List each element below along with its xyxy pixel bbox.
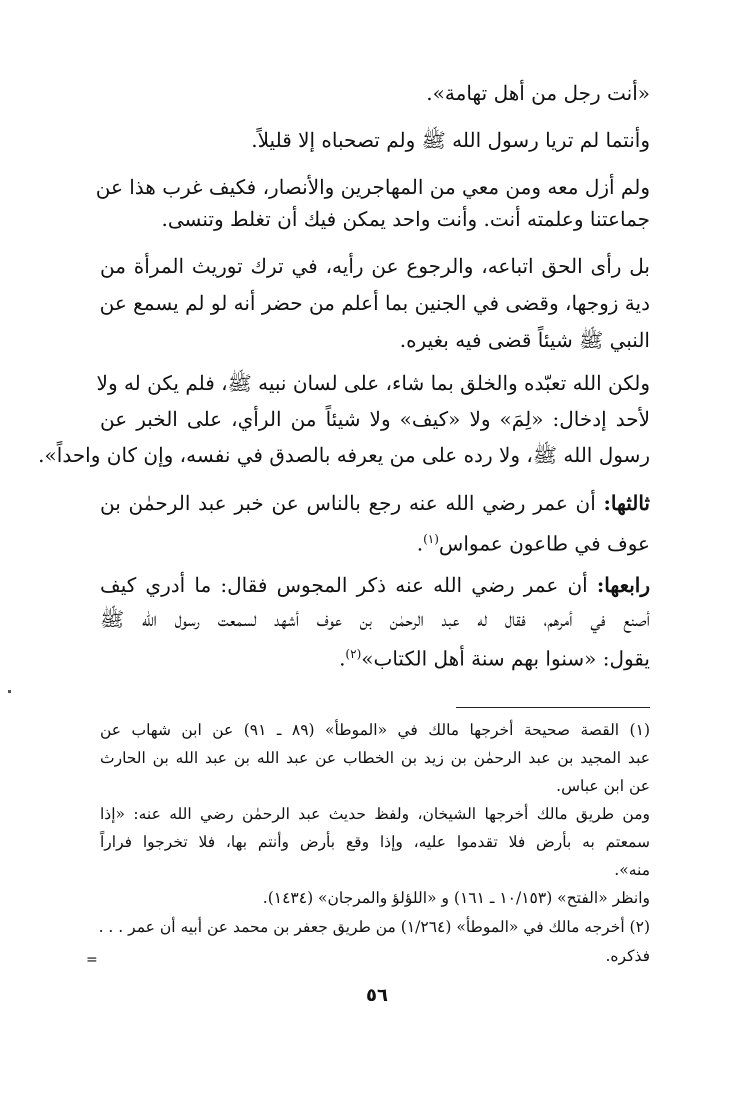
body-text: أن عمر رضي الله عنه ذكر المجوس فقال: ما أدري كيف — [100, 573, 588, 597]
body-line: لأحد إدخال: «لِمَ» ولا «كيف» ولا شيئاً من الرأي، على الخبر عن — [100, 407, 650, 431]
margin-mark — [8, 690, 11, 693]
section-label: رابعها: — [596, 573, 650, 597]
body-line: «أنت رجل من أهل تهامة». — [426, 81, 650, 105]
body-text: . — [339, 646, 346, 671]
footnote-line: منه». — [614, 861, 650, 879]
section-label: ثالثها: — [603, 491, 650, 515]
body-line: جماعتنا وعلمته أنت. وأنت واحد يمكن فيك أن تغلط وتنسى. — [161, 207, 650, 231]
footnote-line: وانظر «الفتح» (١٠/١٥٣ ـ ١٦١) و «اللؤلؤ والمرجان» (١٤٣٤). — [262, 889, 650, 907]
body-line: بل رأى الحق اتباعه، والرجوع عن رأيه، في ترك توريث المرأة من — [100, 254, 650, 278]
body-line: أصنع في أمرهم، فقال له عبد الرحمٰن بن عوف أشهد لسمعت رسول الله ﷺ — [100, 607, 650, 631]
footnote-line: عبد المجيد بن عبد الرحمٰن بن زيد بن الخطاب عن عبد الله بن عبد الله بن الحارث — [100, 749, 650, 767]
continuation-mark: = — [86, 952, 98, 968]
body-line: ولكن الله تعبّده والخلق بما شاء، على لسان نبيه ﷺ، فلم يكن له ولا — [96, 371, 650, 395]
footnote-line: فذكره. — [605, 947, 650, 965]
body-text: عوف في طاعون عمواس — [438, 531, 650, 556]
footnote-line: سمعتم به بأرض فلا تقدموا عليه، وإذا وقع بأرض وأنتم بها، فلا تخرجوا فراراً — [100, 833, 650, 851]
body-line: النبي ﷺ شيئاً قضى فيه بغيره. — [399, 328, 650, 352]
body-line: دية زوجها، وقضى في الجنين بما أعلم من حضر أنه لو لم يسمع عن — [99, 291, 650, 315]
footnote-line: (١) القصة صحيحة أخرجها مالك في «الموطأ» (٨٩ ـ ٩١) عن ابن شهاب عن — [100, 721, 650, 739]
body-line — [100, 488, 650, 518]
body-line: وأنتما لم تريا رسول الله ﷺ ولم تصحباه إلا قليلاً. — [251, 128, 650, 152]
body-line — [100, 570, 650, 600]
page-number: ٥٦ — [366, 985, 388, 1006]
footnote-line: (٢) أخرجه مالك في «الموطأ» (١/٢٦٤) من طريق جعفر بن محمد عن أبيه أن عمر . . . — [98, 918, 650, 936]
body-text: . — [416, 531, 424, 556]
footnote-line: ومن طريق مالك أخرجها الشيخان، ولفظ حديث عبد الرحمٰن رضي الله عنه: «إذا — [100, 805, 650, 823]
footnote-ref: (٢) — [345, 647, 362, 661]
body-text: يقول: «سنوا بهم سنة أهل الكتاب» — [361, 646, 650, 671]
body-text: أن عمر رضي الله عنه رجع بالناس عن خبر عبد الرحمٰن بن — [100, 491, 596, 515]
footnote-separator — [456, 707, 650, 708]
footnote-ref: (١) — [423, 532, 439, 546]
body-line — [339, 639, 650, 674]
footnote-line: عن ابن عباس. — [556, 777, 650, 795]
body-line: رسول الله ﷺ، ولا رده على من يعرفه بالصدق في نفسه، وإن كان واحداً». — [38, 443, 650, 467]
body-line: ولم أزل معه ومن معي من المهاجرين والأنصار، فكيف غرب هذا عن — [95, 175, 650, 199]
body-line — [417, 524, 650, 559]
